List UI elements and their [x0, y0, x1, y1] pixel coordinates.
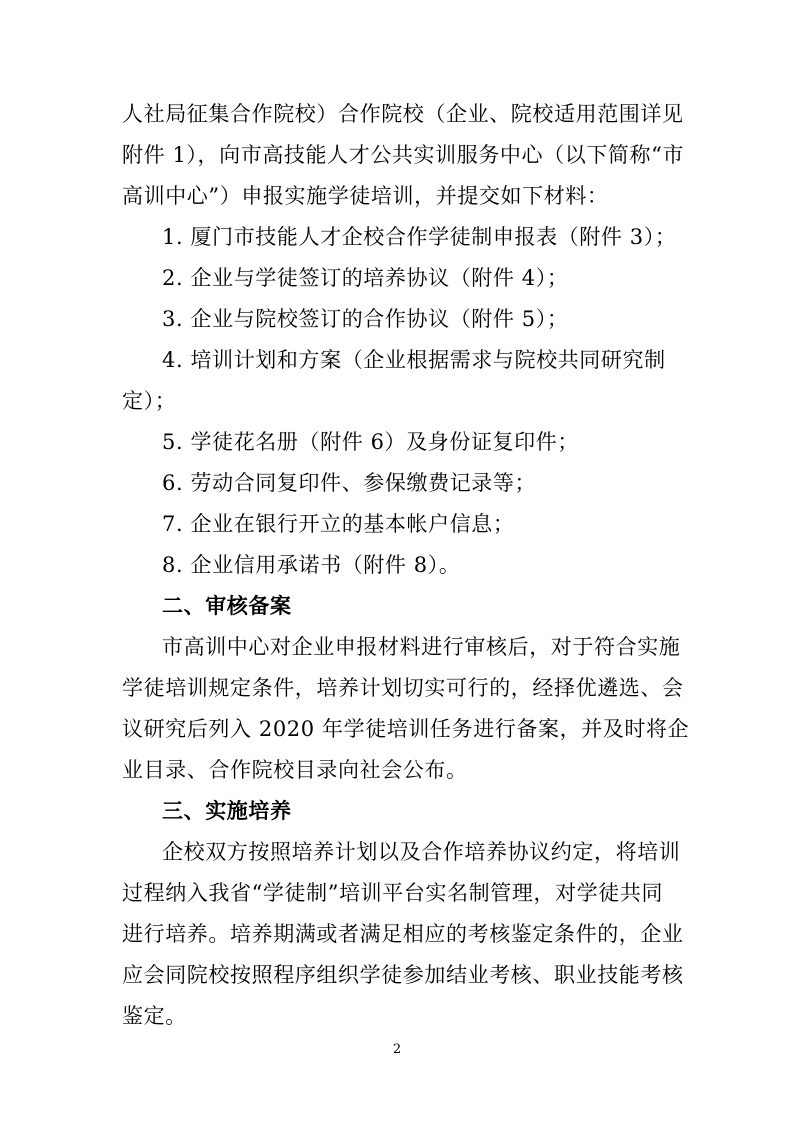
body-text-line: 附件 1），向市高技能人才公共实训服务中心（以下简称“市 — [122, 143, 685, 167]
list-item-3: 3. 企业与院校签订的合作协议（附件 5）； — [162, 307, 569, 331]
body-text-line: 议研究后列入 2020 年学徒培训任务进行备案，并及时将企 — [122, 717, 690, 741]
list-item-7: 7. 企业在银行开立的基本帐户信息； — [162, 512, 515, 536]
list-item-2: 2. 企业与学徒签订的培养协议（附件 4）； — [162, 266, 569, 290]
list-item-8: 8. 企业信用承诺书（附件 8）。 — [162, 553, 461, 577]
page-number: 2 — [392, 1042, 402, 1057]
section-heading-review: 二、审核备案 — [162, 594, 292, 618]
list-item-1: 1. 厦门市技能人才企校合作学徒制申报表（附件 3）； — [162, 225, 677, 249]
section-heading-implementation: 三、实施培养 — [162, 799, 292, 823]
body-text-line: 高训中心”）申报实施学徒培训，并提交如下材料： — [122, 184, 609, 208]
body-text-line: 业目录、合作院校目录向社会公布。 — [122, 758, 468, 782]
list-item-4: 4. 培训计划和方案（企业根据需求与院校共同研究制 — [162, 348, 666, 372]
body-text-line: 应会同院校按照程序组织学徒参加结业考核、职业技能考核 — [122, 963, 684, 987]
body-text-line: 企校双方按照培养计划以及合作培养协议约定，将培训 — [162, 840, 681, 864]
list-item-6: 6. 劳动合同复印件、参保缴费记录等； — [162, 471, 537, 495]
list-item-5: 5. 学徒花名册（附件 6）及身份证复印件； — [162, 430, 579, 454]
body-text-line: 鉴定。 — [122, 1004, 187, 1028]
body-text-line: 过程纳入我省“学徒制”培训平台实名制管理，对学徒共同 — [122, 881, 664, 905]
body-text-line: 市高训中心对企业申报材料进行审核后，对于符合实施 — [162, 635, 681, 659]
body-text-line: 学徒培训规定条件，培养计划切实可行的，经择优遴选、会 — [122, 676, 684, 700]
body-text-line: 进行培养。培养期满或者满足相应的考核鉴定条件的，企业 — [122, 922, 684, 946]
body-text-line: 人社局征集合作院校）合作院校（企业、院校适用范围详见 — [122, 102, 684, 126]
list-item-4-continued: 定）； — [122, 389, 177, 413]
